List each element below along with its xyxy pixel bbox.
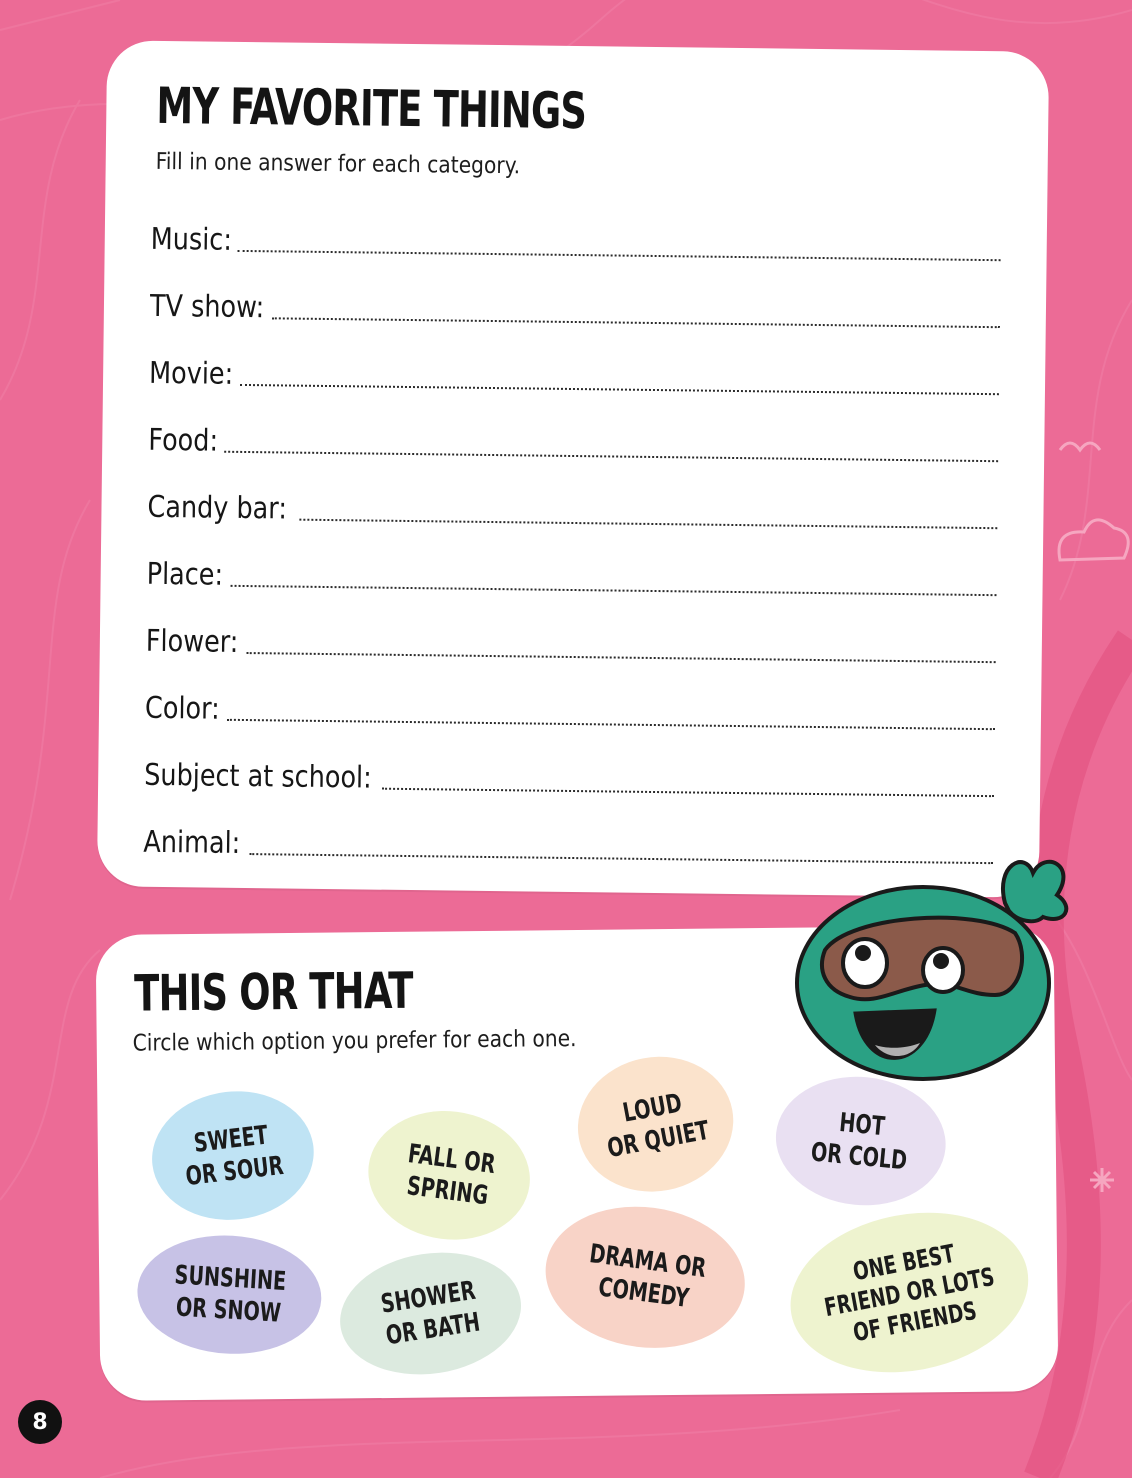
page-number: 8 [18, 1400, 62, 1444]
answer-line[interactable] [227, 718, 995, 730]
answer-line[interactable] [247, 651, 996, 663]
answer-line[interactable] [240, 383, 999, 395]
option-label: FALL OR SPRING [404, 1138, 497, 1212]
this-or-that-instruction: Circle which option you prefer for each one. [132, 1025, 577, 1057]
this-or-that-title: THIS OR THAT [133, 961, 413, 1023]
field-tv-show[interactable] [150, 278, 1000, 332]
field-label: Food: [148, 422, 219, 459]
option-one-best-friend-or-lots-of-friends[interactable] [777, 1194, 1042, 1391]
answer-line[interactable] [299, 518, 997, 530]
option-label: SUNSHINE OR SNOW [173, 1260, 287, 1329]
option-label: SHOWER OR BATH [378, 1275, 483, 1352]
option-label: LOUD OR QUIET [605, 1088, 712, 1165]
answer-line[interactable] [230, 584, 996, 596]
option-shower-or-bath[interactable] [332, 1241, 530, 1387]
option-label: SWEET OR SOUR [184, 1120, 286, 1193]
option-loud-or-quiet[interactable] [567, 1044, 745, 1204]
field-flower[interactable] [146, 613, 996, 667]
field-subject-at-school[interactable] [144, 747, 994, 801]
field-label: Candy bar: [147, 489, 288, 527]
option-drama-or-comedy[interactable] [537, 1195, 753, 1360]
answer-line[interactable] [224, 450, 998, 462]
option-sunshine-or-snow[interactable] [134, 1230, 325, 1359]
answer-line[interactable] [238, 249, 1001, 261]
field-label: TV show: [149, 288, 265, 326]
favorite-things-card [97, 40, 1049, 897]
field-label: Animal: [143, 824, 241, 861]
favorite-things-title: MY FAVORITE THINGS [156, 76, 587, 141]
field-candy-bar[interactable] [147, 479, 997, 533]
field-label: Movie: [148, 355, 234, 392]
field-label: Subject at school: [144, 757, 372, 796]
answer-line[interactable] [272, 316, 1000, 328]
field-label: Place: [146, 556, 224, 593]
field-movie[interactable] [149, 345, 999, 399]
field-music[interactable] [151, 211, 1001, 265]
option-label: ONE BEST FRIEND OR LOTS OF FRIENDS [821, 1238, 997, 1348]
answer-line[interactable] [382, 787, 994, 797]
option-hot-or-cold[interactable] [770, 1069, 951, 1212]
favorite-things-instruction: Fill in one answer for each category. [155, 148, 521, 180]
field-color[interactable] [145, 680, 995, 734]
field-food[interactable] [148, 412, 998, 466]
field-label: Color: [144, 690, 220, 727]
field-label: Flower: [145, 623, 239, 660]
ninja-mascot-icon [795, 845, 1080, 1085]
option-sweet-or-sour[interactable] [145, 1083, 321, 1229]
field-place[interactable] [146, 546, 996, 600]
option-fall-or-spring[interactable] [361, 1101, 538, 1249]
option-label: DRAMA OR COMEDY [587, 1239, 708, 1314]
option-label: HOT OR COLD [809, 1108, 909, 1177]
field-label: Music: [150, 221, 233, 258]
